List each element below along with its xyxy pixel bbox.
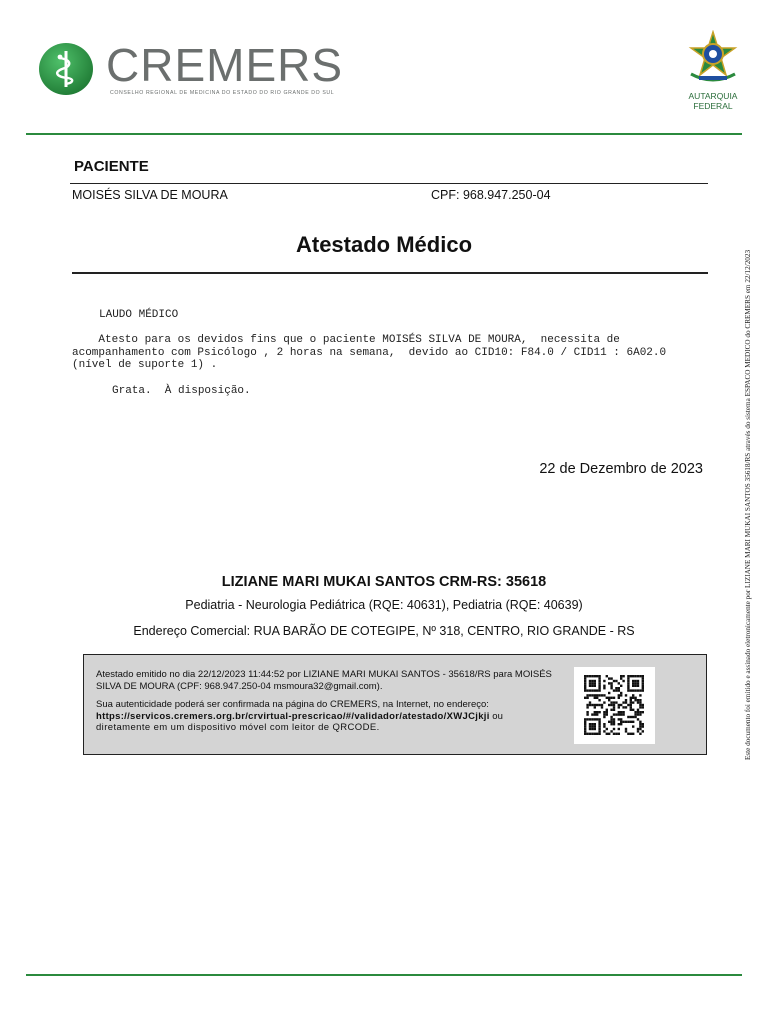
qr-code-container[interactable] — [574, 667, 655, 744]
logo-wordmark: CREMERS — [106, 39, 344, 91]
doctor-specialties: Pediatria - Neurologia Pediátrica (RQE: 40631), Pediatria (RQE: 40639) — [185, 598, 583, 612]
report-body: Atesto para os devidos fins que o paciente MOISÉS SILVA DE MOURA, necessita de acompanhamento com Psicólogo , 2 horas na semana, devido ao CID10: F84.0 / CID11 : 6A02.0 (nível de suporte 1) . — [72, 334, 667, 371]
caduceus-logo-icon — [38, 42, 94, 96]
coat-of-arms-icon — [685, 30, 741, 86]
header-divider — [26, 133, 742, 135]
patient-name: MOISÉS SILVA DE MOURA — [72, 188, 228, 202]
patient-divider — [70, 183, 708, 184]
auth-prefix: Sua autenticidade poderá ser confirmada na página do CREMERS, na Internet, no endereço: — [96, 699, 489, 710]
federal-label: FEDERAL — [693, 101, 733, 111]
validation-box — [83, 654, 707, 755]
patient-section-title: PACIENTE — [74, 158, 149, 175]
doctor-address: Endereço Comercial: RUA BARÃO DE COTEGIPE, Nº 318, CENTRO, RIO GRANDE - RS — [133, 624, 635, 638]
autarquia-label: AUTARQUIA — [688, 91, 738, 101]
auth-link-suffix: ou — [489, 710, 503, 722]
patient-cpf: CPF: 968.947.250-04 — [431, 188, 551, 202]
brazil-coat-of-arms — [678, 30, 748, 110]
validation-text — [96, 669, 556, 734]
footer-divider — [26, 974, 742, 976]
validation-link[interactable]: https://servicos.cremers.org.br/crvirtual-prescricao/#/validador/atestado/XWJCjkji — [96, 710, 490, 722]
cremers-logo — [38, 39, 358, 102]
auth-suffix: diretamente em um dispositivo móvel com leitor de QRCODE. — [96, 722, 380, 733]
auth-link-line — [96, 711, 556, 723]
logo-subtitle: CONSELHO REGIONAL DE MEDICINA DO ESTADO DO RIO GRANDE DO SUL — [110, 90, 335, 96]
doctor-name: LIZIANE MARI MUKAI SANTOS CRM-RS: 35618 — [221, 574, 547, 590]
electronic-signature-note: Este documento foi emitido e assinado eletronicamente por LIZIANE MARI MUKAI SANTOS 35618/RS através do sistema ESPACO MEDICO do CREMERS em 22/12/2023 — [744, 249, 752, 760]
title-divider — [72, 272, 708, 274]
issue-date: 22 de Dezembro de 2023 — [539, 461, 703, 477]
page-title: Atestado Médico — [295, 232, 473, 257]
qr-code-icon — [574, 667, 655, 744]
emission-info: Atestado emitido no dia 22/12/2023 11:44:52 por LIZIANE MARI MUKAI SANTOS - 35618/RS para MOISÉS SILVA DE MOURA (CPF: 968.947.250-04 msmoura32@gmail.com). — [96, 669, 552, 692]
report-closing: Grata. À disposição. — [112, 385, 251, 397]
report-heading: LAUDO MÉDICO — [99, 309, 179, 321]
